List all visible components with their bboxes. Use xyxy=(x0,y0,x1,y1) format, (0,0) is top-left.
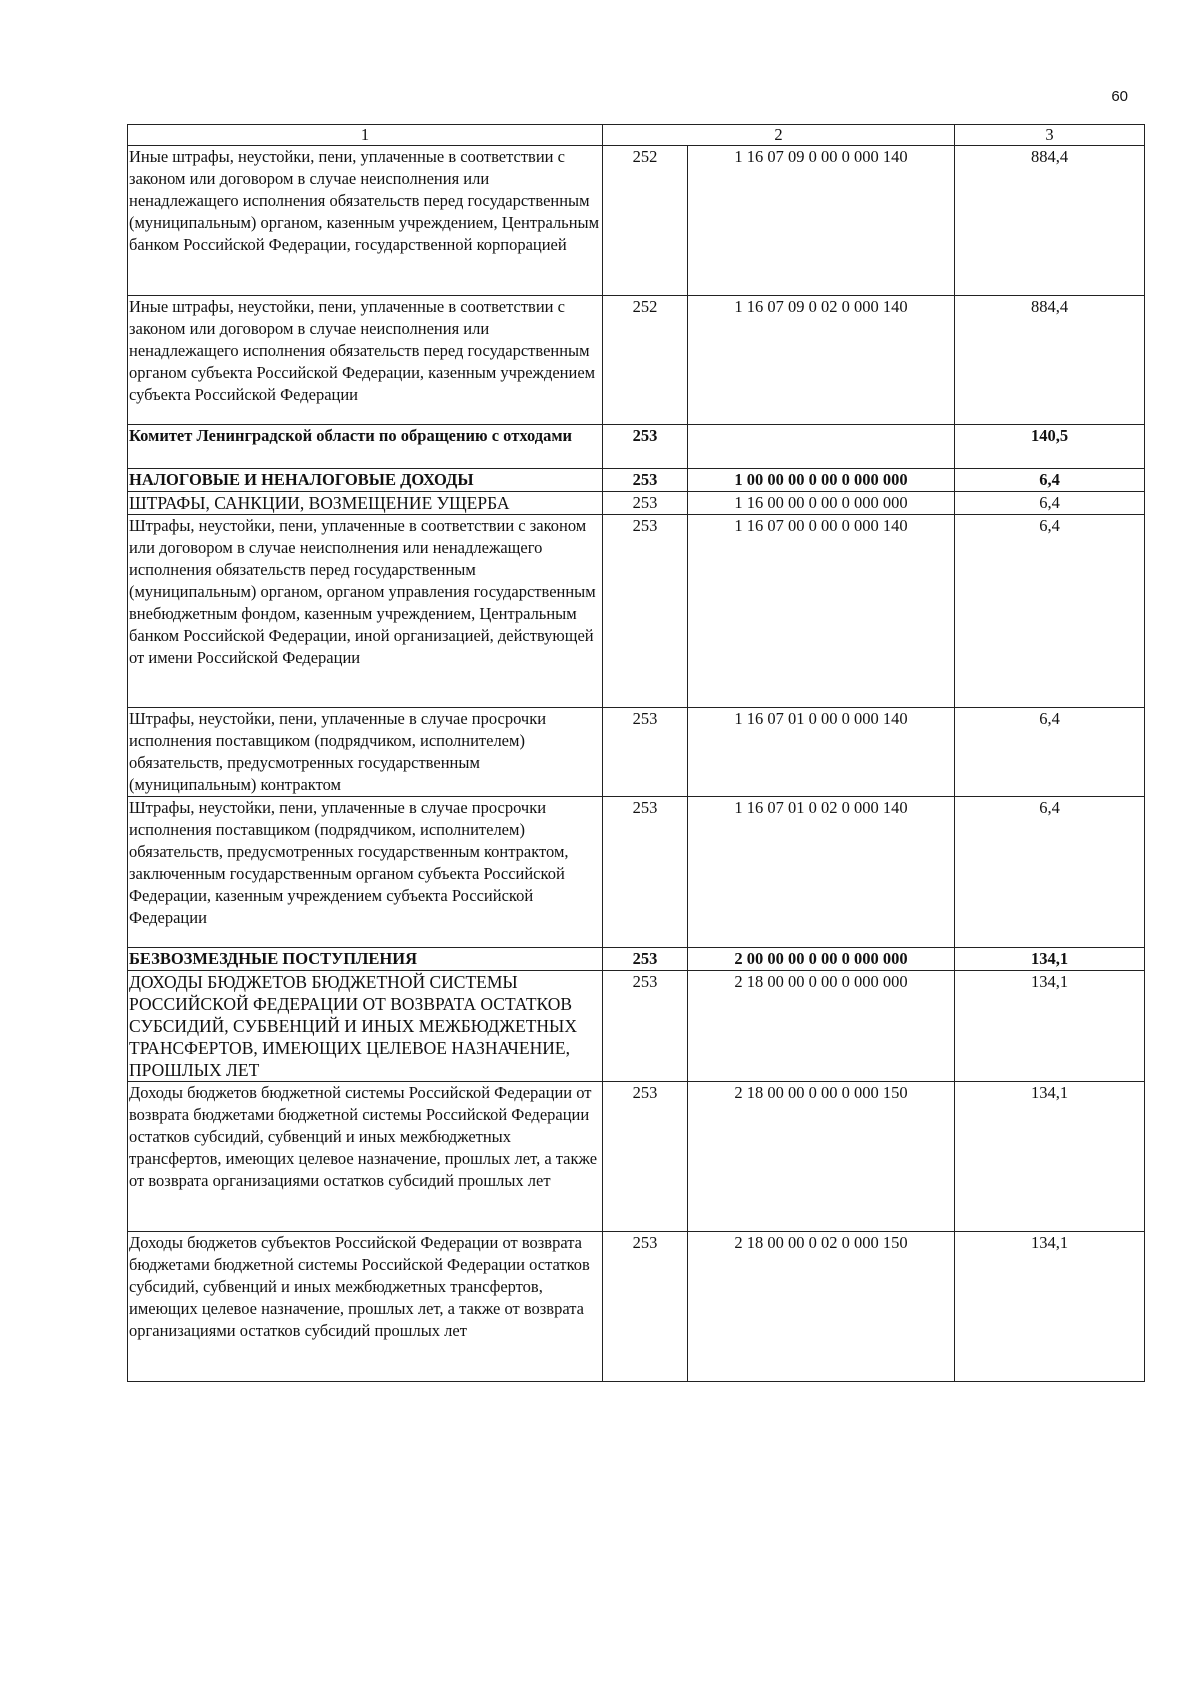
row-name: БЕЗВОЗМЕЗДНЫЕ ПОСТУПЛЕНИЯ xyxy=(128,948,603,971)
table-row xyxy=(128,1082,1145,1232)
table-row xyxy=(128,797,1145,948)
row-budget-code: 1 16 07 09 0 02 0 000 140 xyxy=(688,296,955,425)
row-admin-code: 253 xyxy=(603,1232,688,1382)
row-admin-code: 253 xyxy=(603,492,688,515)
row-amount: 134,1 xyxy=(955,1082,1145,1232)
row-admin-code: 253 xyxy=(603,425,688,469)
row-budget-code: 1 00 00 00 0 00 0 000 000 xyxy=(688,469,955,492)
column-header-3: 3 xyxy=(955,125,1145,146)
row-amount: 134,1 xyxy=(955,971,1145,1082)
row-amount: 140,5 xyxy=(955,425,1145,469)
row-amount: 6,4 xyxy=(955,469,1145,492)
table-row xyxy=(128,515,1145,708)
row-budget-code xyxy=(688,425,955,469)
table-row xyxy=(128,492,1145,515)
table-header-row xyxy=(128,125,1145,146)
row-amount: 134,1 xyxy=(955,948,1145,971)
row-budget-code: 1 16 07 01 0 02 0 000 140 xyxy=(688,797,955,948)
table-row xyxy=(128,1232,1145,1382)
row-name: Штрафы, неустойки, пени, уплаченные в случае просрочки исполнения поставщиком (подрядчиком, исполнителем) обязательств, предусмотренных государственным (муниципальным) контрактом xyxy=(128,708,603,797)
row-admin-code: 252 xyxy=(603,146,688,296)
row-budget-code: 2 18 00 00 0 00 0 000 150 xyxy=(688,1082,955,1232)
table-row xyxy=(128,425,1145,469)
row-amount: 6,4 xyxy=(955,797,1145,948)
row-admin-code: 253 xyxy=(603,1082,688,1232)
table-row xyxy=(128,971,1145,1082)
table-row xyxy=(128,708,1145,797)
page-number: 60 xyxy=(1111,88,1128,105)
row-name: Иные штрафы, неустойки, пени, уплаченные в соответствии с законом или договором в случае неисполнения или ненадлежащего исполнения обязательств перед государственным органом субъекта Российской Федерации, казенным учреждением субъекта Российской Федерации xyxy=(128,296,603,425)
row-name: Доходы бюджетов бюджетной системы Российской Федерации от возврата бюджетами бюджетной системы Российской Федерации остатков субсидий, субвенций и иных межбюджетных трансфертов, имеющих целевое назначение, прошлых лет, а также от возврата организациями остатков субсидий прошлых лет xyxy=(128,1082,603,1232)
row-budget-code: 1 16 07 01 0 00 0 000 140 xyxy=(688,708,955,797)
table-row xyxy=(128,469,1145,492)
row-amount: 6,4 xyxy=(955,515,1145,708)
row-budget-code: 2 18 00 00 0 02 0 000 150 xyxy=(688,1232,955,1382)
row-admin-code: 253 xyxy=(603,948,688,971)
row-name: Иные штрафы, неустойки, пени, уплаченные в соответствии с законом или договором в случае неисполнения или ненадлежащего исполнения обязательств перед государственным (муниципальным) органом, казенным учреждением, Центральным банком Российской Федерации, государственной корпорацией xyxy=(128,146,603,296)
row-name: Штрафы, неустойки, пени, уплаченные в соответствии с законом или договором в случае неисполнения или ненадлежащего исполнения обязательств перед государственным (муниципальным) органом, органом управления государственным внебюджетным фондом, казенным учреждением, Центральным банком Российской Федерации, иной организацией, действующей от имени Российской Федерации xyxy=(128,515,603,708)
row-budget-code: 1 16 07 00 0 00 0 000 140 xyxy=(688,515,955,708)
column-header-2: 2 xyxy=(603,125,955,146)
row-admin-code: 252 xyxy=(603,296,688,425)
row-amount: 134,1 xyxy=(955,1232,1145,1382)
row-budget-code: 2 18 00 00 0 00 0 000 000 xyxy=(688,971,955,1082)
row-name: Доходы бюджетов субъектов Российской Федерации от возврата бюджетами бюджетной системы Российской Федерации остатков субсидий, субвенций и иных межбюджетных трансфертов, имеющих целевое назначение, прошлых лет, а также от возврата организациями остатков субсидий прошлых лет xyxy=(128,1232,603,1382)
column-header-1: 1 xyxy=(128,125,603,146)
table-row xyxy=(128,948,1145,971)
row-admin-code: 253 xyxy=(603,708,688,797)
row-name: НАЛОГОВЫЕ И НЕНАЛОГОВЫЕ ДОХОДЫ xyxy=(128,469,603,492)
table-body xyxy=(128,146,1145,1382)
row-amount: 884,4 xyxy=(955,146,1145,296)
row-name: Комитет Ленинградской области по обращению с отходами xyxy=(128,425,603,469)
row-admin-code: 253 xyxy=(603,971,688,1082)
row-admin-code: 253 xyxy=(603,469,688,492)
row-budget-code: 1 16 00 00 0 00 0 000 000 xyxy=(688,492,955,515)
row-name: Штрафы, неустойки, пени, уплаченные в случае просрочки исполнения поставщиком (подрядчиком, исполнителем) обязательств, предусмотренных государственным контрактом, заключенным государственным органом субъекта Российской Федерации, казенным учреждением субъекта Российской Федерации xyxy=(128,797,603,948)
row-amount: 884,4 xyxy=(955,296,1145,425)
table-row xyxy=(128,296,1145,425)
table-row xyxy=(128,146,1145,296)
row-name: ШТРАФЫ, САНКЦИИ, ВОЗМЕЩЕНИЕ УЩЕРБА xyxy=(128,492,603,515)
row-name: ДОХОДЫ БЮДЖЕТОВ БЮДЖЕТНОЙ СИСТЕМЫ РОССИЙСКОЙ ФЕДЕРАЦИИ ОТ ВОЗВРАТА ОСТАТКОВ СУБСИДИЙ, СУБВЕНЦИЙ И ИНЫХ МЕЖБЮДЖЕТНЫХ ТРАНСФЕРТОВ, ИМЕЮЩИХ ЦЕЛЕВОЕ НАЗНАЧЕНИЕ, ПРОШЛЫХ ЛЕТ xyxy=(128,971,603,1082)
row-amount: 6,4 xyxy=(955,492,1145,515)
revenue-table xyxy=(127,124,1145,1382)
row-admin-code: 253 xyxy=(603,797,688,948)
row-admin-code: 253 xyxy=(603,515,688,708)
row-budget-code: 2 00 00 00 0 00 0 000 000 xyxy=(688,948,955,971)
row-amount: 6,4 xyxy=(955,708,1145,797)
row-budget-code: 1 16 07 09 0 00 0 000 140 xyxy=(688,146,955,296)
